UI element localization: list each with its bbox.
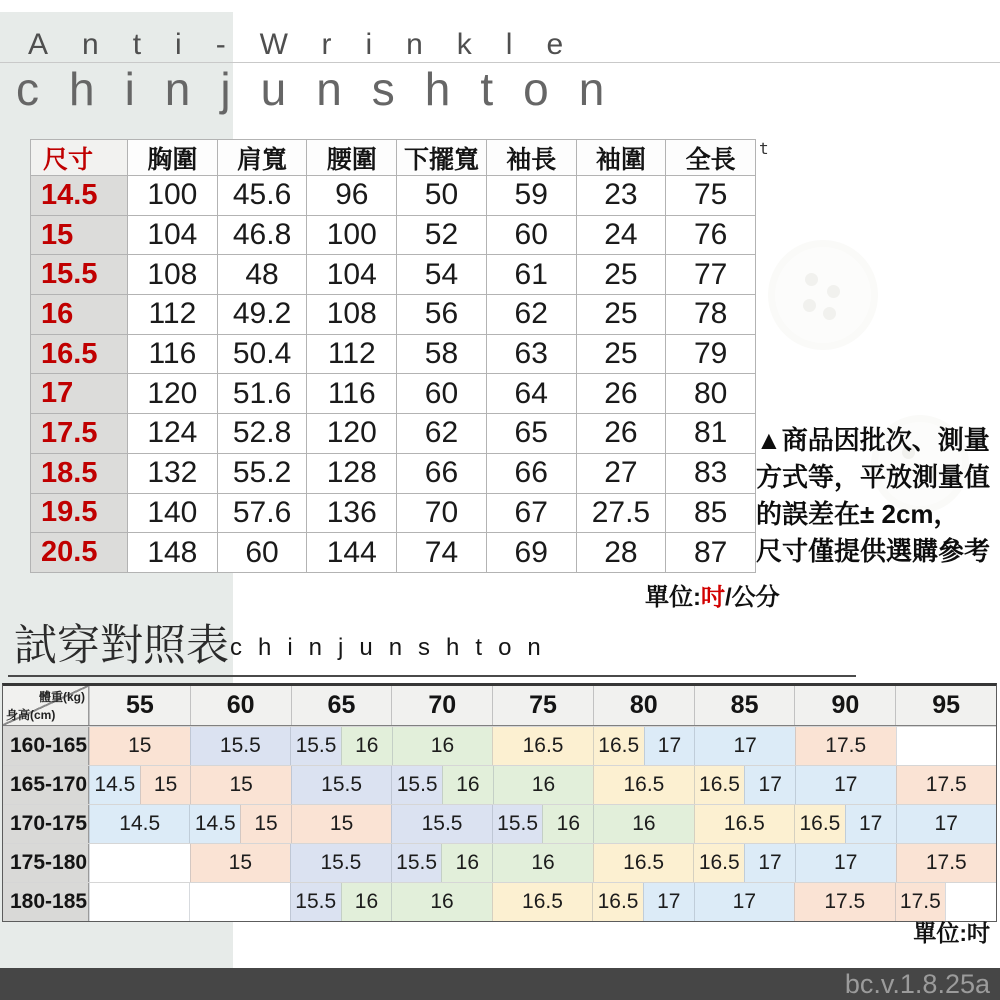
height-row-label: 165-170 [3,766,89,804]
fit-size-cell: 16 [492,844,593,882]
size-cell: 148 [128,533,218,573]
note-line: 方式等，平放測量值 [756,462,991,492]
unit-suffix: /公分 [725,584,780,611]
note-line: ▲商品因批次、測量 [756,425,990,455]
size-row-label: 19.5 [31,494,128,534]
fit-size-cell: 17 [744,766,795,804]
size-cell: 26 [577,414,667,454]
corner-height-label: 身高(cm) [6,708,56,722]
size-row-label: 14.5 [31,176,128,216]
fit-size-cell: 16.5 [693,844,744,882]
size-cell: 57.6 [218,494,308,534]
size-cell: 51.6 [218,374,308,414]
size-cell: 60 [397,374,487,414]
size-row-label: 18.5 [31,454,128,494]
size-cell: 116 [128,335,218,375]
unit-prefix: 單位: [645,584,701,611]
size-cell: 66 [397,454,487,494]
size-row-label: 16 [31,295,128,335]
size-cell: 26 [577,374,667,414]
fit-size-cell: 16 [341,883,392,921]
fit-size-cell: 16 [442,766,493,804]
fit-size-cell: 15.5 [391,805,491,843]
fit-size-cell: 15.5 [391,766,442,804]
size-cell: 96 [307,176,397,216]
fit-size-cell: 17 [694,727,795,765]
fit-size-cell: 16.5 [593,844,694,882]
size-cell: 27 [577,454,667,494]
size-cell: 54 [397,255,487,295]
size-cell: 48 [218,255,308,295]
shirt-button-decor [775,247,871,343]
size-cell: 25 [577,295,667,335]
size-cell: 58 [397,335,487,375]
size-cell: 45.6 [218,176,308,216]
size-table-column-header: 下擺寬 [397,140,487,176]
fit-size-cell: 15 [240,805,291,843]
size-row-label: 16.5 [31,335,128,375]
size-cell: 46.8 [218,216,308,256]
size-cell: 116 [307,374,397,414]
fit-section-title: 試穿對照表 [14,621,229,671]
measurement-note [756,422,1000,570]
size-table-corner-header: 尺寸 [31,140,128,176]
fit-table [2,683,997,922]
fit-size-cell: 17 [744,844,795,882]
fit-section-brand: chinjunshton [230,634,557,661]
brand-logotype: chinjunshton [16,63,635,115]
size-cell: 66 [487,454,577,494]
size-cell: 52 [397,216,487,256]
note-line: 尺寸僅提供選購參考 [756,536,991,566]
fit-size-cell: 15 [140,766,191,804]
fit-section-underline [8,675,856,677]
fit-size-cell: 15.5 [291,766,391,804]
size-cell: 23 [577,176,667,216]
tagline-anti-wrinkle: Anti-Wrinkle [28,28,598,61]
size-cell: 74 [397,533,487,573]
fit-size-cell: 17 [643,883,694,921]
size-cell: 80 [666,374,756,414]
fit-size-cell: 17 [795,766,895,804]
size-cell: 104 [128,216,218,256]
weight-column-header: 80 [593,686,694,725]
fit-size-cell: 15.5 [290,883,341,921]
size-table-column-header: 袖圍 [577,140,667,176]
size-cell: 100 [307,216,397,256]
weight-column-header: 55 [89,686,190,725]
fit-size-cell: 16.5 [592,883,643,921]
size-cell: 120 [307,414,397,454]
size-cell: 136 [307,494,397,534]
size-cell: 108 [128,255,218,295]
weight-column-header: 65 [291,686,392,725]
fit-table-corner-cell [3,686,89,725]
size-cell: 112 [128,295,218,335]
size-cell: 69 [487,533,577,573]
size-cell: 100 [128,176,218,216]
fit-size-cell: 15.5 [391,844,442,882]
size-table-column-header: 胸圍 [128,140,218,176]
fit-size-cell: 17 [795,844,896,882]
size-table [30,139,756,573]
height-row-label: 180-185 [3,883,89,921]
fit-size-cell: 15.5 [290,844,391,882]
unit-inch-highlight: 吋 [701,584,725,611]
fit-size-cell: 17 [694,883,794,921]
fit-size-cell: 17 [896,805,996,843]
size-cell: 28 [577,533,667,573]
size-cell: 67 [487,494,577,534]
note-line: 的誤差在± 2cm， [756,499,960,529]
size-table-column-header: 肩寬 [218,140,308,176]
size-cell: 63 [487,335,577,375]
weight-column-header: 85 [694,686,795,725]
size-cell: 128 [307,454,397,494]
fit-size-cell: 16.5 [593,727,644,765]
size-cell: 78 [666,295,756,335]
fit-size-cell: 15 [190,766,290,804]
size-cell: 85 [666,494,756,534]
size-cell: 124 [128,414,218,454]
size-cell: 55.2 [218,454,308,494]
size-table-column-header: 袖長 [487,140,577,176]
size-cell: 65 [487,414,577,454]
fit-size-cell: 16.5 [492,727,593,765]
size-cell: 49.2 [218,295,308,335]
fit-size-cell: 16.5 [794,805,845,843]
fit-table-row [3,882,996,921]
size-cell: 50 [397,176,487,216]
size-row-label: 20.5 [31,533,128,573]
fit-size-cell: 16.5 [593,766,693,804]
fit-size-cell: 14.5 [89,805,189,843]
size-cell: 104 [307,255,397,295]
fit-size-cell: 15.5 [290,727,341,765]
size-cell: 24 [577,216,667,256]
size-cell: 62 [397,414,487,454]
size-cell: 61 [487,255,577,295]
fit-size-cell: 17.5 [895,883,946,921]
fit-size-cell: 16 [493,766,593,804]
version-text: bc.v.1.8.25a [844,969,990,999]
fit-size-cell: 16.5 [694,805,794,843]
fit-table-header-row [3,686,996,726]
size-row-label: 17.5 [31,414,128,454]
height-row-label: 160-165 [3,727,89,765]
fit-size-cell: 16 [391,883,491,921]
footer-bar [0,968,1000,1000]
size-cell: 27.5 [577,494,667,534]
size-cell: 81 [666,414,756,454]
corner-weight-label: 體重(kg) [39,690,85,704]
fit-table-unit: 單位:吋 [913,920,990,946]
size-cell: 25 [577,255,667,295]
fit-size-cell: 16 [441,844,492,882]
fit-size-cell: 14.5 [189,805,240,843]
fit-size-cell: 17.5 [896,844,997,882]
size-cell: 50.4 [218,335,308,375]
size-cell: 56 [397,295,487,335]
fit-size-cell: 17 [644,727,695,765]
stray-mark: t [759,139,769,158]
size-cell: 64 [487,374,577,414]
fit-size-cell: 14.5 [89,766,140,804]
fit-size-cell [89,844,190,882]
fit-size-cell: 15.5 [190,727,291,765]
size-table-unit [645,577,780,612]
fit-table-row [3,804,996,843]
size-cell: 60 [218,533,308,573]
size-cell: 77 [666,255,756,295]
size-table-column-header: 全長 [666,140,756,176]
height-row-label: 170-175 [3,805,89,843]
height-row-label: 175-180 [3,844,89,882]
fit-size-cell: 17.5 [794,883,894,921]
weight-column-header: 70 [391,686,492,725]
size-cell: 144 [307,533,397,573]
fit-size-cell: 16.5 [694,766,745,804]
size-cell: 60 [487,216,577,256]
fit-table-row [3,843,996,882]
fit-size-cell: 15 [190,844,291,882]
fit-size-cell: 15 [89,727,190,765]
size-cell: 140 [128,494,218,534]
size-cell: 112 [307,335,397,375]
size-cell: 132 [128,454,218,494]
weight-column-header: 95 [895,686,996,725]
fit-size-cell: 16.5 [492,883,592,921]
size-table-column-header: 腰圍 [307,140,397,176]
size-cell: 120 [128,374,218,414]
size-cell: 83 [666,454,756,494]
fit-size-cell [189,883,289,921]
size-cell: 108 [307,295,397,335]
fit-size-cell: 16 [593,805,693,843]
size-cell: 79 [666,335,756,375]
size-cell: 87 [666,533,756,573]
fit-size-cell: 17.5 [896,766,996,804]
fit-table-row [3,765,996,804]
fit-size-cell: 17.5 [795,727,896,765]
size-cell: 76 [666,216,756,256]
fit-size-cell: 15 [291,805,391,843]
fit-size-cell: 17 [845,805,896,843]
size-cell: 70 [397,494,487,534]
size-cell: 52.8 [218,414,308,454]
weight-column-header: 75 [492,686,593,725]
weight-column-header: 90 [794,686,895,725]
size-row-label: 15 [31,216,128,256]
fit-size-cell: 16 [392,727,493,765]
fit-size-cell [896,727,997,765]
size-cell: 25 [577,335,667,375]
fit-size-cell: 16 [542,805,593,843]
size-row-label: 17 [31,374,128,414]
fit-table-row [3,726,996,765]
size-cell: 62 [487,295,577,335]
fit-size-cell: 16 [341,727,392,765]
fit-size-cell: 15.5 [492,805,543,843]
size-cell: 59 [487,176,577,216]
weight-column-header: 60 [190,686,291,725]
fit-size-cell [89,883,189,921]
size-cell: 75 [666,176,756,216]
size-row-label: 15.5 [31,255,128,295]
